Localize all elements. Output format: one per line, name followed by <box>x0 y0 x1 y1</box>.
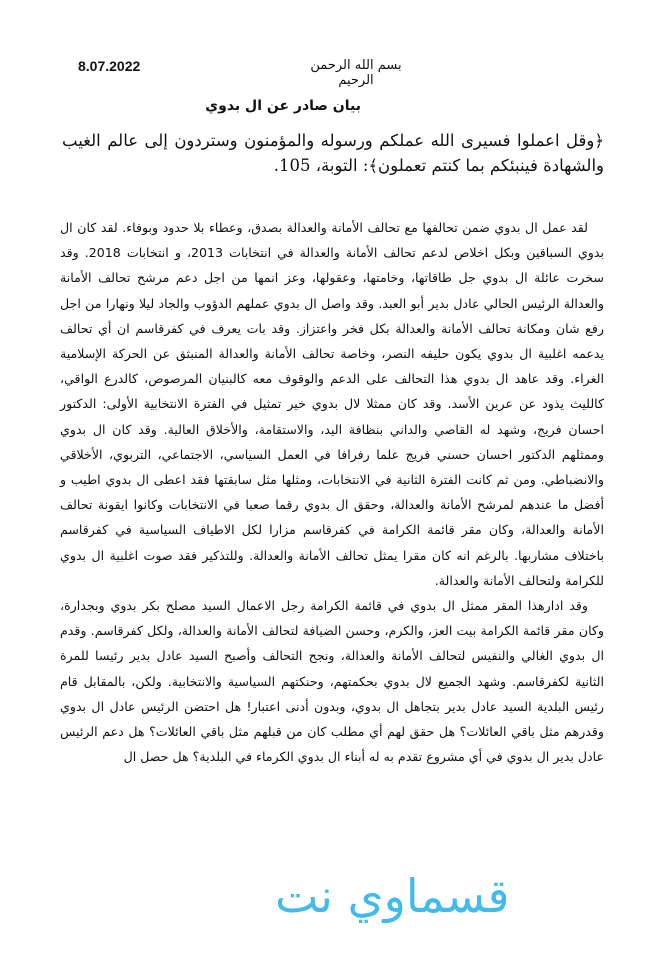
body-paragraph-2: وقد ادارهذا المقر ممثل ال بدوي في قائمة الكرامة رجل الاعمال السيد مصلح بكر بدوي وبجدارة، وكان مقر قائمة الكرامة بيت العز، والكرم، وحسن الضيافة لتحالف الأمانة والعدالة، ولكل كفرقاسم. وقدم ال بدوي الغالي والنفيس لتحالف الأمانة والعدالة، ونجح التحالف وأصبح السيد عادل بدير رئيسا للمرة الثانية لكفرقاسم. وشهد الجميع لال بدوي بحكمتهم، وحنكتهم السياسية والانتخابية. ولكن، بالمقابل قام رئيس البلدية السيد عادل بدير بتجاهل ال بدوي، وبدون أدنى اعتبار! هل احتضن الرئيس عادل ال بدوي وقدرهم مثل باقي العائلات؟ هل حقق لهم أي مطلب كان من قبلهم مثل باقي العائلات؟ هل دعم الرئيس عادل بدير ال بدوي في أي مشروع تقدم به له أبناء ال بدوي الكرماء في البلدية؟ هل حصل ال <box>60 598 604 765</box>
site-watermark: قسماوي نت <box>275 869 510 923</box>
statement-body <box>60 215 604 769</box>
statement-date: 8.07.2022 <box>78 58 141 74</box>
statement-title: بيان صادر عن ال بدوي <box>205 98 361 114</box>
basmala: بسم الله الرحمن الرحيم <box>310 58 402 88</box>
quran-verse: ﴿وقل اعملوا فسيرى الله عملكم ورسوله والمؤمنون وستردون إلى عالم الغيب والشهادة فينبئكم بما كنتم تعملون﴾: التوبة، 105. <box>62 131 604 175</box>
body-paragraph-1: لقد عمل ال بدوي ضمن تحالفها مع تحالف الأمانة والعدالة بصدق، وعطاء بلا حدود وبوفاء. لقد كان ال بدوي السباقين وبكل اخلاص لدعم تحالف الأمانة والعدالة في انتخابات 2013، و انتخابات 2018. وقد سخرت عائلة ال بدوي جل طاقاتها، وخامتها، وعقولها، وعز انمها من اجل دعم مرشح تحالف الأمانة والعدالة الرئيس الحالي عادل بدير أبو العبد. وقد واصل ال بدوي عملهم الدؤوب والجاد ليلا ونهارا من اجل رفع شان ومكانة تحالف الأمانة والعدالة بكل فخر واعتزاز. وقد بات يعرف في كفرقاسم ان أي تحالف يدعمه اغلبية ال بدوي يكون حليفه النصر، وخاصة تحالف الأمانة والعدالة المنبثق عن الحركة الإسلامية الغراء. وقد عاهد ال بدوي هذا التحالف على الدعم والوقوف معه كالبنيان المرصوص، كالدرع الواقي، كالليث يذود عن عرين الأسد. وقد كان ممثلا لال بدوي خير تمثيل في الفترة الانتخابية الأولى: الدكتور احسان فريج، وشهد له القاصي والداني بنظافة اليد، والاستقامة، والأخلاق العالية. وقد كان ال بدوي وممثلهم الدكتور احسان حسني فريج علما رفرافا في العمل السياسي، الاجتماعي، التربوي، الأخلاقي والانضباطي. ومن ثم كانت الفترة الثانية في الانتخابات، ومثلها مثل سابقتها فقد اعطى ال بدوي اطيب و أفضل ما عندهم لمرشح الأمانة والعدالة، وحقق ال بدوي رقما صعبا في الانتخابات وكانوا ايقونة تحالف الأمانة والعدالة، وكان مقر قائمة الكرامة في كفرقاسم مزارا لكل الاطياف السياسية في كفرقاسم باختلاف مشاربها. بالرغم انه كان مقرا يمثل تحالف الأمانة والعدالة. وللتذكير فقد صوت اغلبية ال بدوي للكرامة ولتحالف الأمانة والعدالة. <box>60 220 605 588</box>
